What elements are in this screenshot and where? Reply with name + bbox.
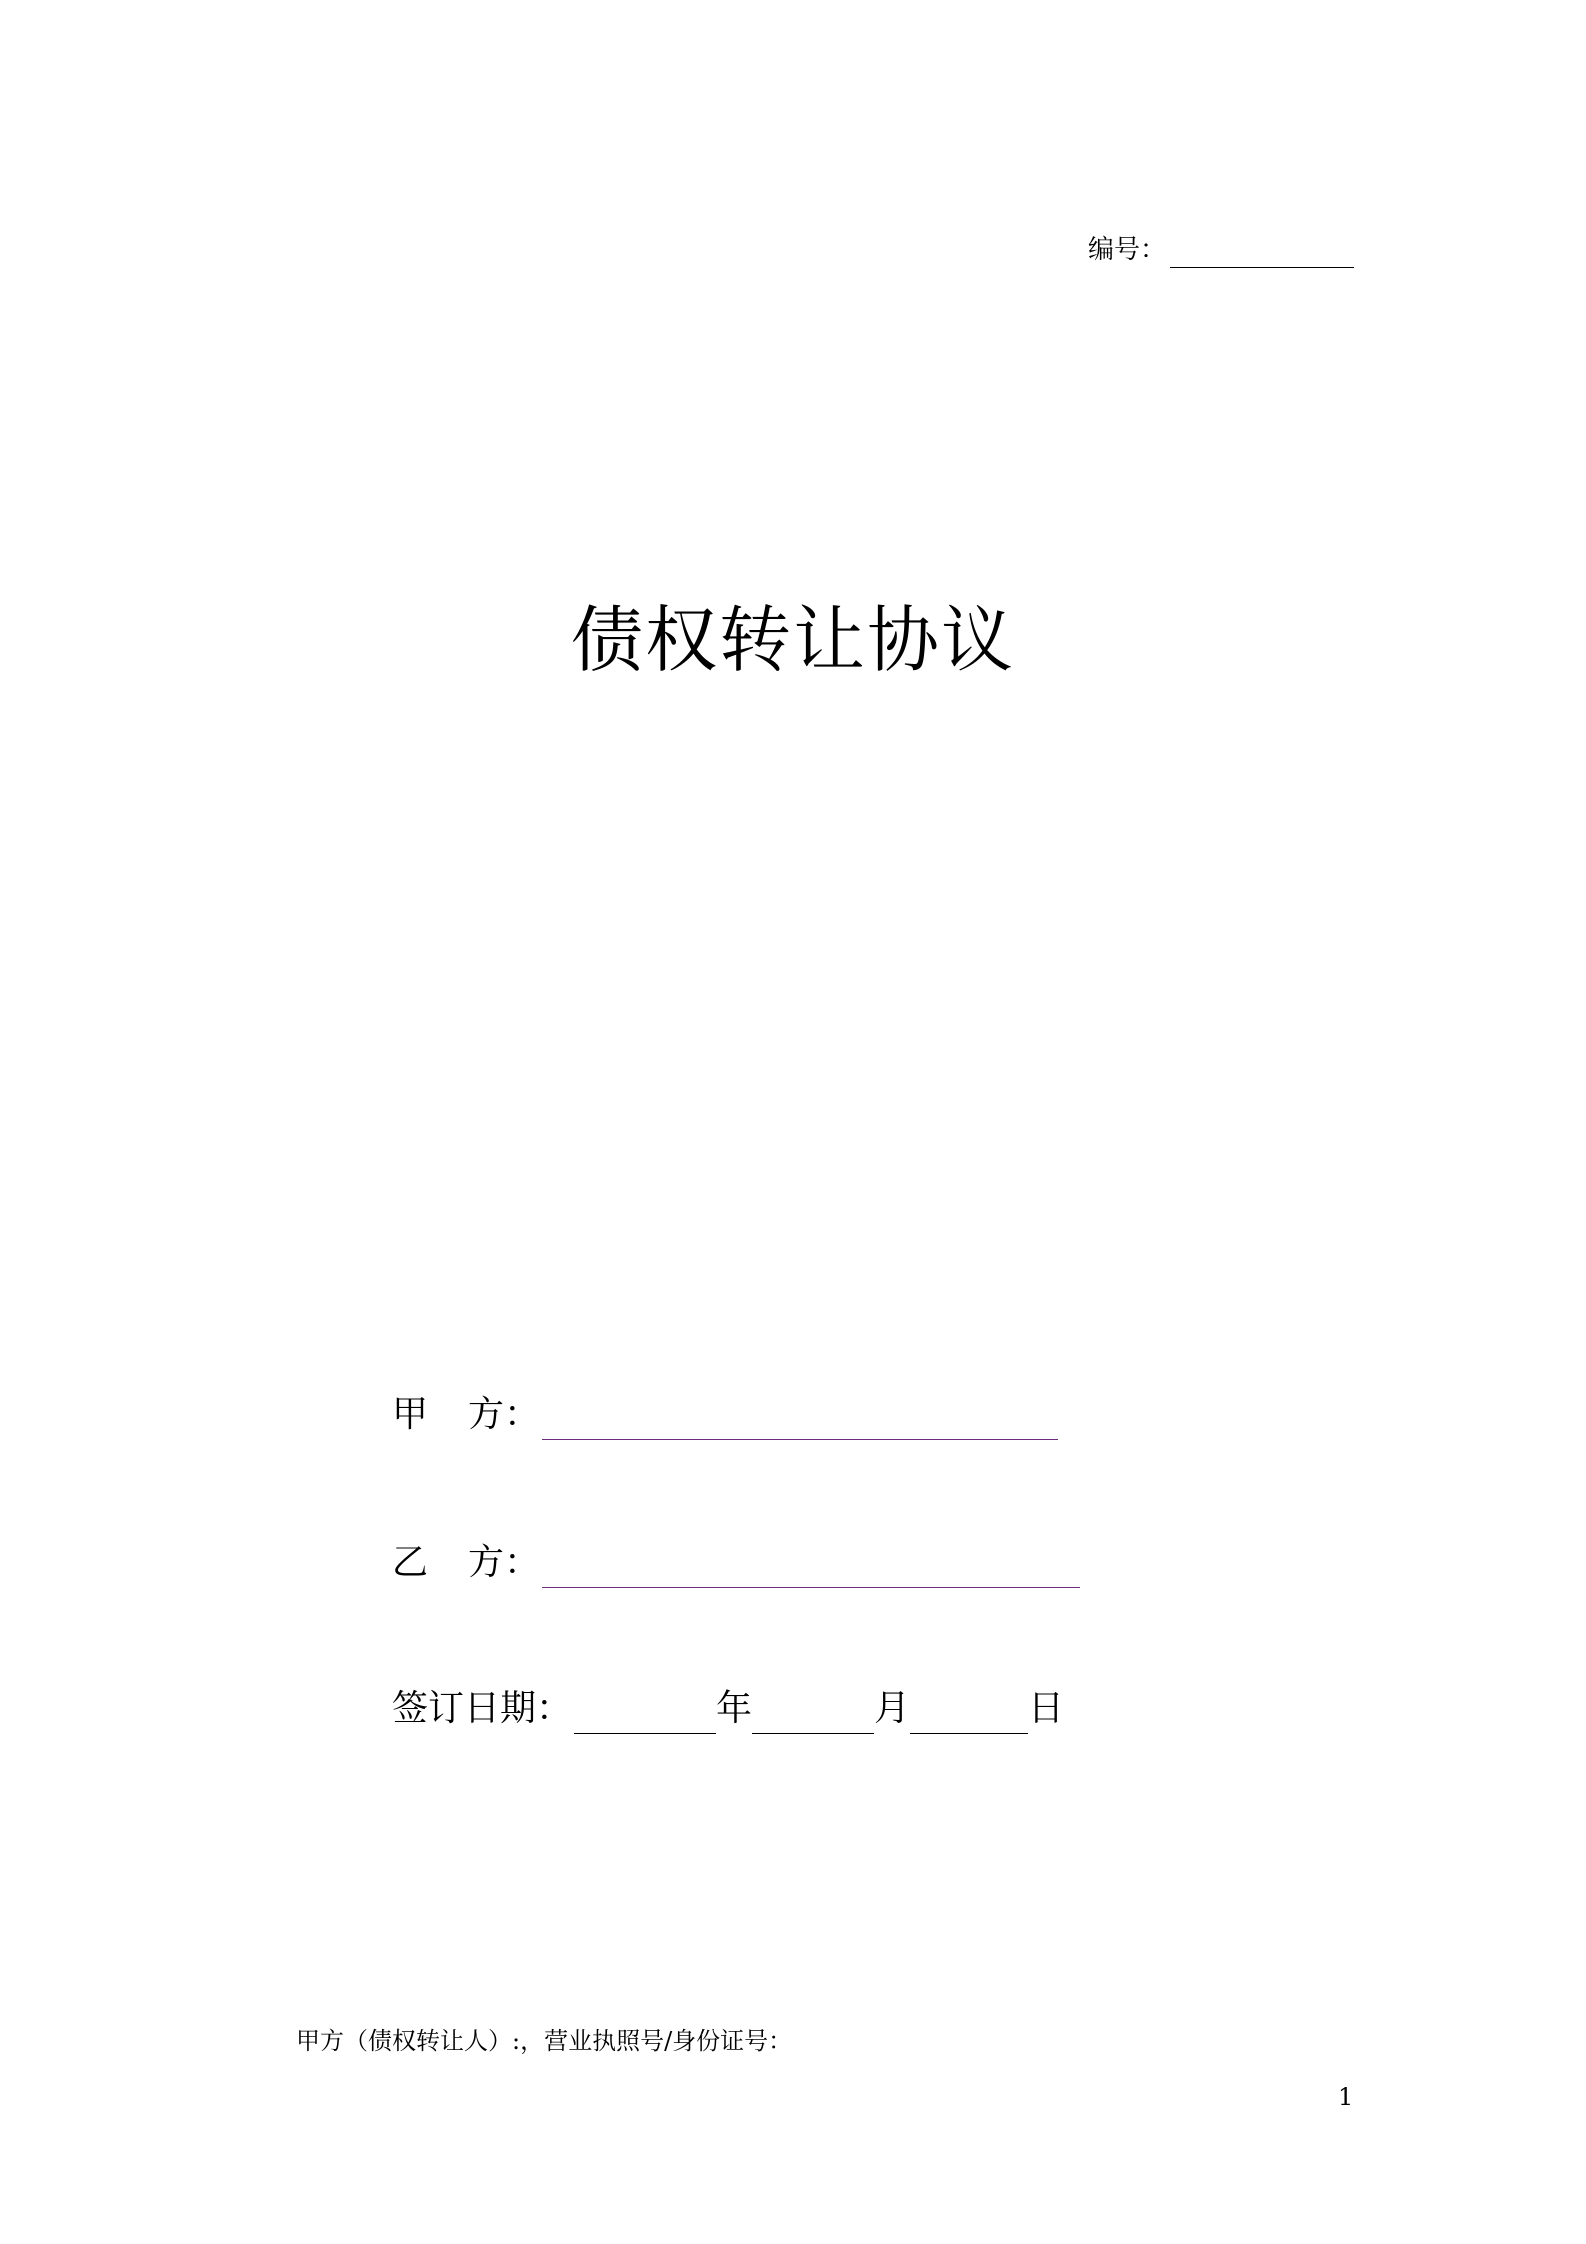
- signing-date-label: 签订日期：: [392, 1688, 573, 1729]
- month-label: 月: [874, 1688, 911, 1729]
- party-a-label-suffix: 方：: [468, 1394, 541, 1435]
- party-b-label-char: 乙: [392, 1542, 429, 1583]
- document-title: 债权转让协议: [570, 598, 1015, 682]
- day-label: 日: [1028, 1688, 1065, 1729]
- party-a-row: [392, 1390, 1058, 1440]
- party-b-field[interactable]: [542, 1551, 1080, 1588]
- page-number: 1: [1338, 2083, 1354, 2111]
- year-label: 年: [716, 1688, 753, 1729]
- party-a-field[interactable]: [542, 1403, 1058, 1440]
- serial-label: 编号：: [1088, 235, 1167, 265]
- serial-number: [1088, 232, 1354, 268]
- party-a-id-line: 甲方（债权转让人）:，营业执照号/身份证号：: [296, 2027, 793, 2055]
- day-field[interactable]: [910, 1697, 1028, 1734]
- year-field[interactable]: [574, 1697, 716, 1734]
- month-field[interactable]: [752, 1697, 874, 1734]
- signing-date-row: [392, 1684, 1064, 1734]
- party-a-label-char: 甲: [392, 1394, 429, 1435]
- party-b-row: [392, 1538, 1080, 1588]
- party-b-label-suffix: 方：: [468, 1542, 541, 1583]
- serial-number-field[interactable]: [1170, 241, 1354, 268]
